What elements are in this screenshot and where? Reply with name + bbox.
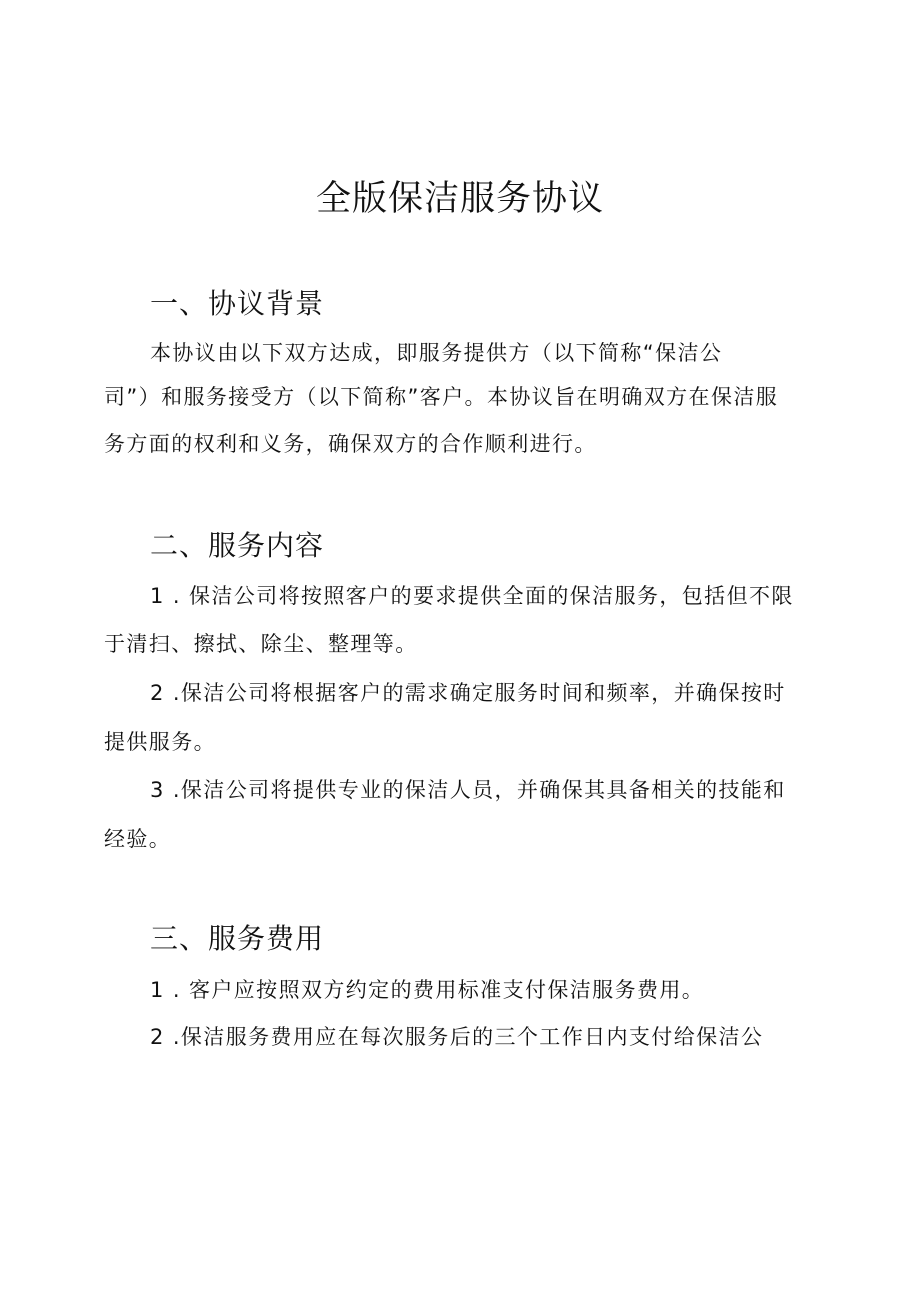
list-item-line: 1 . 保洁公司将按照客户的要求提供全面的保洁服务，包括但不限 [150, 584, 794, 608]
list-item-line: 3 .保洁公司将提供专业的保洁人员，并确保其具备相关的技能和 [150, 778, 786, 802]
paragraph-line: 司”）和服务接受方（以下简称”客户。本协议旨在明确双方在保洁服 [104, 385, 779, 409]
list-item-line: 2 .保洁公司将根据客户的需求确定服务时间和频率，并确保按时 [150, 681, 786, 705]
list-item-line: 经验。 [104, 827, 172, 851]
section-heading-service-content: 二、服务内容 [150, 529, 325, 562]
list-item-line: 1 . 客户应按照双方约定的费用标准支付保洁服务费用。 [150, 978, 705, 1002]
list-item-line: 2 .保洁服务费用应在每次服务后的三个工作日内支付给保洁公 [150, 1025, 764, 1049]
document-title: 全版保洁服务协议 [315, 179, 604, 219]
section-heading-service-fees: 三、服务费用 [150, 922, 325, 955]
paragraph-line: 务方面的权利和义务，确保双方的合作顺利进行。 [104, 432, 597, 456]
list-item-line: 提供服务。 [104, 730, 216, 754]
list-item-line: 于清扫、擦拭、除尘、整理等。 [104, 632, 418, 656]
section-heading-background: 一、协议背景 [150, 287, 325, 320]
paragraph-line: 本协议由以下双方达成，即服务提供方（以下简称“保洁公 [150, 341, 723, 365]
